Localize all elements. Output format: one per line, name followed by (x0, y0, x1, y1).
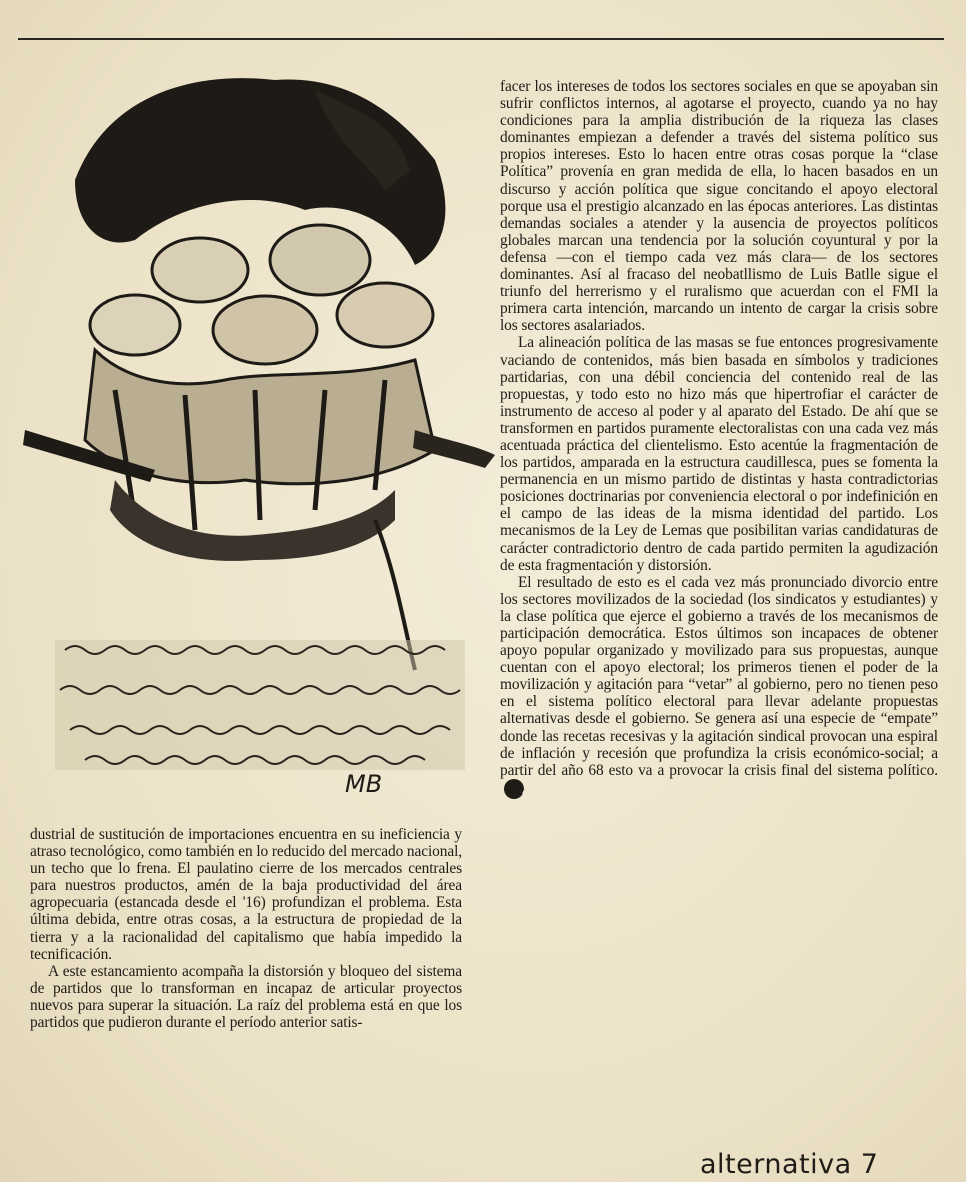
soldiers-illustration (15, 50, 500, 815)
paragraph: facer los intereses de todos los sectores sociales en que se apoyaban sin sufrir conflictos internos, al agotarse el proyecto, cuando ya no hay condiciones para la amplia distribución de la riqueza las clases dominantes empiezan a defender a través del sistema político sus propios intereses. Esto lo hacen entre otras cosas porque la “clase Política” provenía en gran medida de ella, lo hacen basados en un discurso y acción política que sigue concitando el apoyo electoral porque usa el prestigio alcanzado en las épocas anteriores. Las distintas demandas sociales a atender y la ausencia de proyectos políticos globales marcan una tendencia por la solución coyuntural y por la defensa —con el tiempo cada vez más clara— de los sectores dominantes. Así al fracaso del neobatllismo de Luis Batlle sigue el triunfo del herrerismo y el ruralismo que acuerdan con el FMI la primera carta intención, marcando un intento de cargar la crisis sobre los sectores asalariados. (500, 78, 938, 335)
end-of-article-icon: ▲ (504, 779, 524, 799)
artist-signature: MB (345, 770, 383, 798)
top-rule (18, 38, 944, 40)
page-footer: alternativa 7 (700, 1149, 879, 1180)
article-left-column (30, 826, 462, 1031)
article-right-column (500, 78, 938, 799)
paragraph (500, 574, 938, 799)
paragraph: A este estancamiento acompaña la distorsión y bloqueo del sistema de partidos que lo transforman en incapaz de articular proyectos nuevos para superar la situación. La raíz del problema está en que los partidos que pudieron durante el período anterior satis- (30, 962, 462, 1032)
paragraph: La alineación política de las masas se fue entonces progresivamente vaciando de contenidos, más bien basada en símbolos y tradiciones partidarias, con una débil conciencia del contenido real de las propuestas, y todo esto no hizo más que hipertrofiar el carácter de instrumento de acceso al poder y al aparato del Estado. De ahí que se transformen en partidos puramente electoralistas con una cada vez más acentuada práctica del clientelismo. Esto acentúe la fragmentación de los partidos, amparada en la estructura caudillesca, pues se fomenta la permanencia en un mismo partido de distintas y hasta contradictorias posiciones doctrinarias por conveniencia electoral o por indefinición en el campo de las ideas de la misma identidad del partido. Los mecanismos de la Ley de Lemas que posibilitan varias candidaturas de carácter contradictorio dentro de cada partido permiten la agudización de esta fragmentación y distorsión. (500, 334, 938, 574)
paragraph: dustrial de sustitución de importaciones encuentra en su ineficiencia y atraso tecnológico, como también en lo reducido del mercado nacional, un techo que lo frena. El paulatino cierre de los mercados centrales para nuestros productos, amén de la baja productividad del área agropecuaria (estancada desde el '16) profundizan el problema. Esta última debida, entre otras cosas, a la estructura de propiedad de la tierra y a la racionalidad del capitalismo que había impedido la tecnificación. (30, 826, 462, 963)
paragraph-text: El resultado de esto es el cada vez más pronunciado divorcio entre los sectores movilizados de la sociedad (los sindicatos y estudiantes) y la clase política que ejerce el gobierno a través de los mecanismos de participación democrática. Estos últimos son incapaces de obtener apoyo popular organizado y movilizado para sus propuestas, aunque cuentan con el apoyo electoral; los primeros tienen el poder de la movilización y agitación para “vetar” al gobierno, pero no tienen peso en el sistema político electoral para llevar adelante propuestas alternativas desde el gobierno. Se genera así una especie de “empate” donde las recetas recesivas y la agitación sindical provocan una espiral de inflación y recesión que profundiza la crisis económico-social; a partir del año 68 esto va a provocar la crisis final del sistema político. (500, 573, 938, 779)
